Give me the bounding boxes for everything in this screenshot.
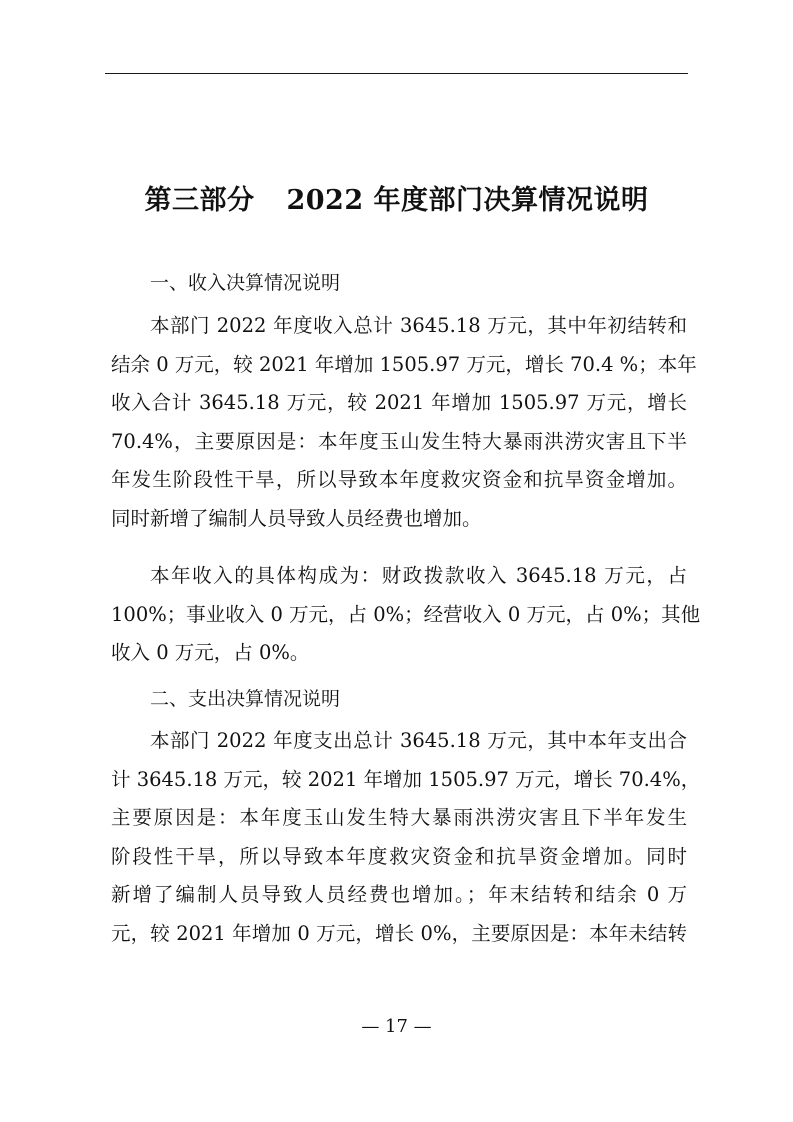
paragraph-line: 阶段性干旱，所以导致本年度救灾资金和抗旱资金增加。同时 xyxy=(111,844,687,868)
income-total-paragraph xyxy=(111,307,697,538)
paragraph-line: 100%；事业收入 0 万元，占 0%；经营收入 0 万元，占 0%；其他 xyxy=(111,602,701,626)
paragraph-line: 计 3645.18 万元，较 2021 年增加 1505.97 万元，增长 70.4%， xyxy=(111,767,701,791)
title-main: 2022 年度部门决算情况说明 xyxy=(286,185,649,216)
paragraph-line: 结余 0 万元，较 2021 年增加 1505.97 万元，增长 70.4 %；本年 xyxy=(111,352,697,376)
paragraph-line: 本部门 2022 年度收入总计 3645.18 万元，其中年初结转和 xyxy=(150,314,687,337)
page-number: — 17 — xyxy=(361,1016,432,1037)
paragraph-line: 收入合计 3645.18 万元，较 2021 年增加 1505.97 万元，增长 xyxy=(111,391,687,414)
page-title xyxy=(0,181,793,221)
income-composition-paragraph xyxy=(111,557,701,673)
section-heading-income: 一、收入决算情况说明 xyxy=(150,272,341,294)
paragraph-line: 年发生阶段性干旱，所以导致本年度救灾资金和抗旱资金增加。 xyxy=(111,468,687,491)
paragraph-line: 主要原因是：本年度玉山发生特大暴雨洪涝灾害且下半年发生 xyxy=(111,806,687,829)
paragraph-line: 元，较 2021 年增加 0 万元，增长 0%，主要原因是：本年未结转 xyxy=(111,921,687,945)
paragraph-line: 同时新增了编制人员导致人员经费也增加。 xyxy=(111,506,482,530)
paragraph-line: 新增了编制人员导致人员经费也增加。；年末结转和结余 0 万 xyxy=(111,883,687,906)
paragraph-line: 70.4%，主要原因是：本年度玉山发生特大暴雨洪涝灾害且下半 xyxy=(111,429,687,453)
title-part: 第三部分 xyxy=(144,185,255,216)
section-heading-expenditure: 二、支出决算情况说明 xyxy=(150,688,341,710)
paragraph-line: 收入 0 万元，占 0%。 xyxy=(111,641,310,664)
paragraph-line: 本部门 2022 年度支出总计 3645.18 万元，其中本年支出合 xyxy=(150,729,687,752)
paragraph-line: 本年收入的具体构成为：财政拨款收入 3645.18 万元，占 xyxy=(150,564,687,587)
header-rule xyxy=(105,73,688,74)
expenditure-total-paragraph xyxy=(111,722,701,953)
